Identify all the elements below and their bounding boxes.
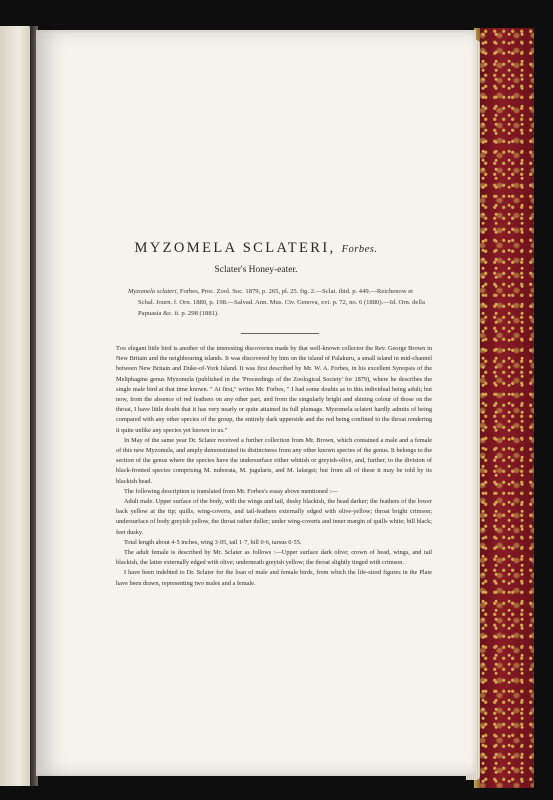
article-body bbox=[116, 344, 432, 589]
ornate-binding-border bbox=[474, 28, 534, 788]
citation-text: Forbes, Proc. Zool. Soc. 1879, p. 265, pl. 25. fig. 2.—Sclat. ibid. p. 449.—Reichenow et Schal. Journ. f. Orn. 1880, p. 198.—Salvad. Ann. Mus. Civ. Genova, xvi. p. 72, no. 6 (1880).—Id. Orn. della Papuasia &c. ii. p. 298 (1881). bbox=[138, 288, 425, 317]
section-divider bbox=[241, 333, 319, 334]
species-name: MYZOMELA SCLATERI, bbox=[134, 240, 336, 256]
paragraph-1-text: elegant little bird is another of the interesting discoveries made by that well-known collector the Rev. George Brown in New Britain and the neighbouring islands. It was discovered by him on the island of Palakuru, a small island in mid-channel between New Britain and Duke-of-York Island. It was first described by Mr. W. A. Forbes, in his excellent Synopsis of the Meliphagine genus Myzomela (published in the 'Proceedings of the Zoological Society' for 1879), where he describes the single male bird at that time known. " At first," writes Mr. Forbes, " I had some doubts as to this individual being adult; but now, from the absence of red feathers on any other part, and from the singularly bright and shining colour of those on the throat, I have little doubt that it has very nearly or quite attained its full plumage. Myzomela sclateri hardly admits of being compared with any other species of the group, the entirely dark upperside and the red being confined to the throat rendering it quite unlike any species yet known to us." bbox=[116, 345, 432, 434]
paragraph-4: Adult male. Upper surface of the body, with the wings and tail, dusky blackish, the head darker; the feathers of the lower back yellow at the tip; quills, wing-coverts, and tail-feathers externally edged with olive-yellow; throat bright crimson; undersurface of body greyish yellow, the throat rather duller; under wing-coverts and inner margin of quills white; bill black; feet dusky. bbox=[116, 498, 432, 536]
citation-species: Myzomela sclateri, bbox=[128, 288, 179, 295]
paragraph-5: Total length about 4·5 inches, wing 3·05, tail 1·7, bill 0·6, tarsus 0·55. bbox=[124, 538, 302, 546]
common-name: Sclater's Honey-eater. bbox=[214, 265, 298, 275]
synonymy-citation bbox=[128, 287, 428, 319]
paragraph-2: In May of the same year Dr. Sclater received a further collection from Mr. Brown, which contained a male and a female of this new Myzomela, and amply demonstrated its distinctness from any other known species of the genus. It belongs to the section of the genus where the species have the undersurface either whitish or greyish-olive, and, further, to the division of black-fronted species comprising M. nuborata, M. jugularis, and M. lafargei; but from all of these it may be told by its blackish head. bbox=[116, 436, 432, 485]
paragraph-1 bbox=[116, 344, 432, 436]
species-author: Forbes. bbox=[341, 244, 378, 255]
paragraph-3: The following description is translated from Mr. Forbes's essay above mentioned :— bbox=[124, 487, 338, 495]
lead-word: This bbox=[116, 345, 127, 352]
paragraph-6: The adult female is described by Mr. Sclater as follows :—Upper surface dark olive; crown of head, wings, and tail blackish, the latter externally edged with olive; underneath greyish yellow; the throat slightly tinged with crimson. bbox=[116, 549, 432, 567]
left-page-edge bbox=[0, 26, 34, 786]
book-page bbox=[36, 30, 476, 776]
paragraph-7: I have been indebted to Dr. Sclater for the loan of male and female birds, from which the life-sized figures in the Plate have been drawn, representing two males and a female. bbox=[116, 569, 432, 587]
species-title bbox=[36, 240, 476, 257]
